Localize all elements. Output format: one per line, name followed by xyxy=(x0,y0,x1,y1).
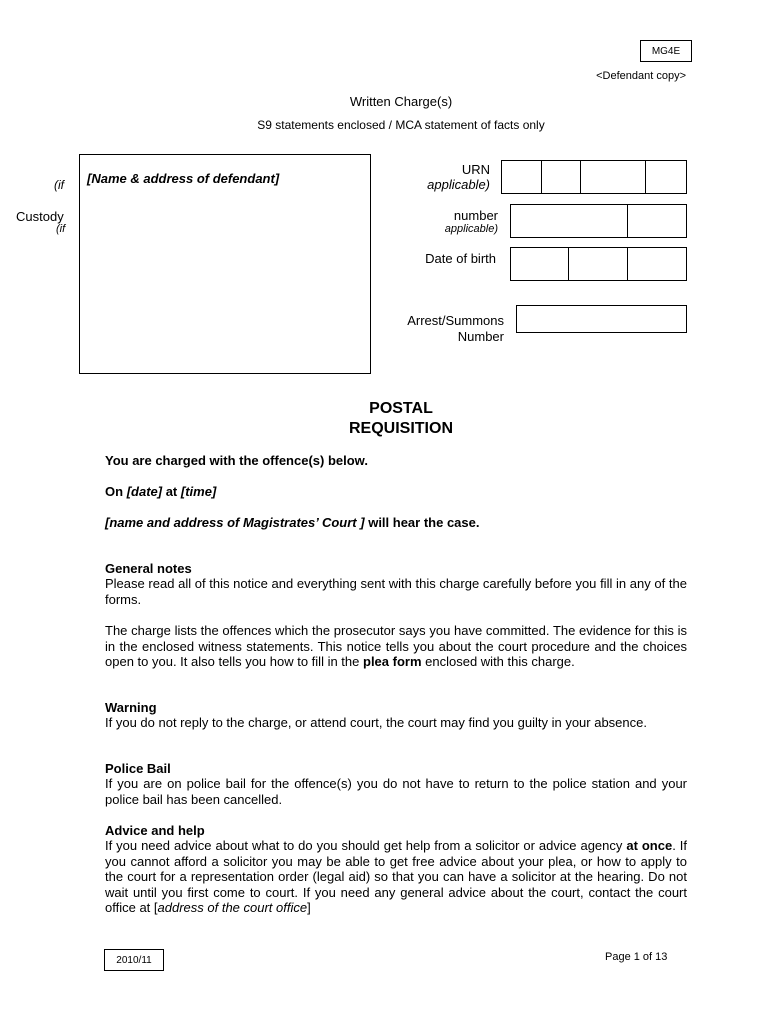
general-notes-heading: General notes xyxy=(105,561,192,576)
arrest-label: Arrest/Summons xyxy=(407,313,504,328)
general-notes-p1: Please read all of this notice and everything sent with this charge carefully before you fill in any of the forms. xyxy=(105,576,687,607)
if-label-1: (if xyxy=(54,178,64,192)
dob-label: Date of birth xyxy=(425,251,496,266)
page-title: Written Charge(s) xyxy=(349,94,453,109)
arrest-label-2: Number xyxy=(457,329,504,344)
urn-label: URN xyxy=(461,162,490,177)
plea-form-text: plea form xyxy=(363,654,422,669)
advice-heading: Advice and help xyxy=(105,823,205,838)
dob-field[interactable] xyxy=(510,247,687,281)
page-number: Page 1 of 13 xyxy=(605,951,668,963)
advice-text xyxy=(105,838,687,916)
hear-text: will hear the case. xyxy=(368,515,480,530)
footer-code: 2010/11 xyxy=(104,949,164,971)
date-placeholder: [date] xyxy=(126,484,163,499)
court-placeholder: [name and address of Magistrates’ Court ] xyxy=(105,515,365,530)
defendant-placeholder: [Name & address of defendant] xyxy=(87,171,280,186)
arrest-summons-field[interactable] xyxy=(516,305,687,333)
general-notes-p2 xyxy=(105,623,687,670)
general-p2-text: The charge lists the offences which the prosecutor says you have committed. The evidence for this is in the enclosed witness statements. This notice tells you about the court procedure and the choices open to you. It also tells you how to fill in the xyxy=(105,623,687,669)
bail-heading: Police Bail xyxy=(105,761,171,776)
doc-title-line2: REQUISITION xyxy=(348,420,453,437)
urn-applicable: applicable) xyxy=(427,177,490,192)
number-label: number xyxy=(453,208,498,223)
warning-heading: Warning xyxy=(105,700,157,715)
date-time-line xyxy=(105,484,687,500)
at-once-text: at once xyxy=(626,838,673,853)
number-applicable: applicable) xyxy=(444,223,498,235)
advice-text-a: If you need advice about what to do you should get help from a solicitor or advice agency xyxy=(105,838,623,853)
urn-field[interactable] xyxy=(501,160,687,194)
custody-number-field[interactable] xyxy=(510,204,687,238)
page-subtitle: S9 statements enclosed / MCA statement of facts only xyxy=(257,118,545,132)
court-line xyxy=(105,515,687,531)
form-code: MG4E xyxy=(640,40,692,62)
copy-label: <Defendant copy> xyxy=(596,70,686,82)
defendant-box[interactable] xyxy=(79,154,371,374)
advice-text-e: ] xyxy=(307,900,311,915)
warning-text: If you do not reply to the charge, or attend court, the court may find you guilty in your absence. xyxy=(105,715,647,730)
general-p2-end: enclosed with this charge. xyxy=(425,654,575,669)
court-office-placeholder: address of the court office xyxy=(157,900,308,915)
charge-line: You are charged with the offence(s) below. xyxy=(105,453,368,468)
if-label-2: (if xyxy=(56,223,66,235)
advice-text-c: . If you cannot afford a solicitor you may be able to get free advice about your plea, or how to apply to the court for a representation order (legal aid) so that you can have a solicitor at the hearing. Do not wait until you first come to court. If you need any general advice about the court, contact the court office at [ xyxy=(105,838,687,915)
at-text: at xyxy=(165,484,178,499)
custody-label: Custody xyxy=(16,209,64,224)
doc-title-line1: POSTAL xyxy=(369,400,433,417)
time-placeholder: [time] xyxy=(180,484,217,499)
bail-text: If you are on police bail for the offence(s) you do not have to return to the police station and your police bail has been cancelled. xyxy=(105,776,687,807)
on-text: On xyxy=(105,484,124,499)
